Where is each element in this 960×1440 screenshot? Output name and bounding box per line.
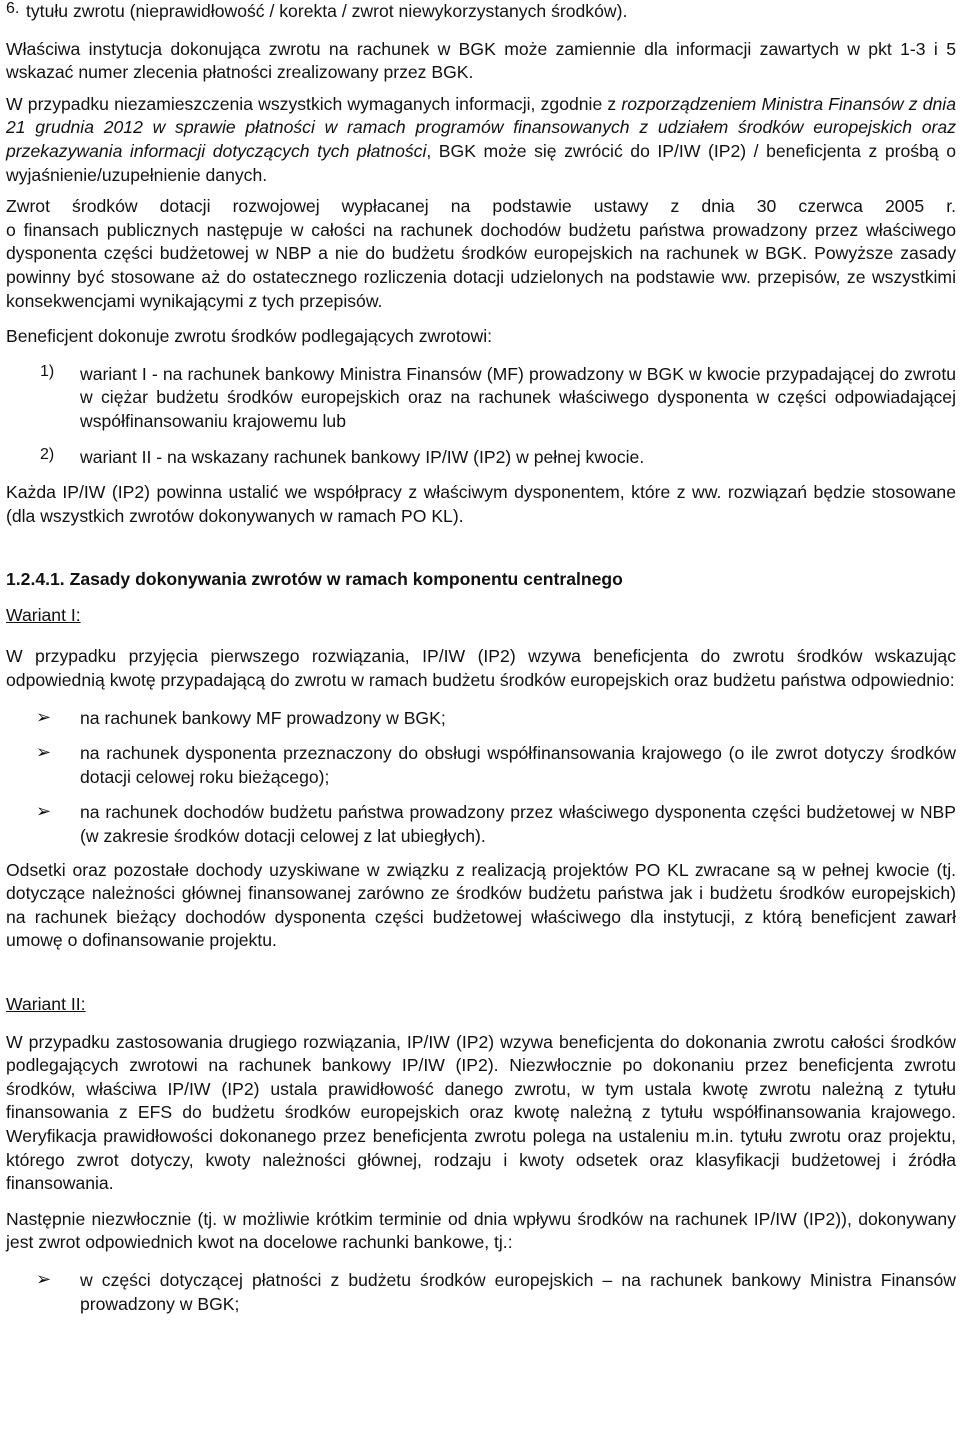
variant-2-intro: W przypadku zastosowania drugiego rozwiązania, IP/IW (IP2) wzywa beneficjenta do dokonania zwrotu całości środków podlegających zwrotowi na rachunek bankowy IP/IW (IP2). Niezwłocznie po dokonaniu przez beneficjenta zwrotu środków, właściwa IP/IW (IP2) ustala prawidłowość danego zwrotu, w tym ustala kwotę zwrotu należną z tytułu finansowania z EFS do budżetu środków europejskich oraz kwotę należną z tytułu współfinansowania krajowego. Weryfikacja prawidłowości dokonanego przez beneficjenta zwrotu polega na ustaleniu m.in. tytułu zwrotu oraz projektu, którego zwrot dotyczy, kwoty należności głównej, rodzaju i kwoty odsetek oraz klasyfikacji budżetowej i źródła finansowania. (6, 1031, 956, 1194)
list-item-number: 2) (40, 445, 55, 463)
list-item (6, 707, 956, 731)
variants-list (6, 363, 956, 469)
variant-1-title: Wariant I: (6, 604, 81, 625)
list-item-number: 1) (40, 362, 55, 380)
list-item-text: na rachunek dochodów budżetu państwa prowadzony przez właściwego dysponenta części budżetowej w NBP (w zakresie środków dotacji celowej z lat ubiegłych). (80, 802, 956, 847)
paragraph-text: o finansach publicznych następuje w całości na rachunek dochodów budżetu państwa prowadzony przez właściwego dysponenta części budżetowej w NBP a nie do budżetu środków europejskich na rachunek w BGK. Powyższe zasady powinny być stosowane aż do ostatecznego rozliczenia dotacji udzielonych na podstawie ww. przepisów, ze wszystkimi konsekwencjami wynikającymi z tych przepisów. (6, 219, 956, 311)
arrowhead-bullet-icon: ➢ (36, 1268, 52, 1289)
list-item-6 (6, 0, 956, 24)
paragraph-development-grant (6, 195, 956, 313)
arrowhead-bullet-icon: ➢ (36, 801, 52, 822)
list-item (6, 1269, 956, 1316)
list-item (6, 363, 956, 434)
document-page (6, 0, 956, 1316)
paragraph-each-institution: Każda IP/IW (IP2) powinna ustalić we współpracy z właściwym dysponentem, które z ww. rozwiązań będzie stosowane (dla wszystkich zwrotów dokonywanych w ramach PO KL). (6, 482, 956, 526)
list-item (6, 801, 956, 848)
arrowhead-bullet-icon: ➢ (36, 706, 52, 727)
paragraph-text: Zwrot środków dotacji rozwojowej wypłacanej na podstawie ustawy z dnia 30 czerwca 2005 r. (6, 196, 956, 217)
list-item (6, 742, 956, 789)
paragraph-interest: Odsetki oraz pozostałe dochody uzyskiwane w związku z realizacją projektów PO KL zwracane są w pełnej kwocie (tj. dotyczące należności głównej finansowanej zarówno ze środków budżetu państwa jak i budżetu środków europejskich) na rachunek bieżący dochodów dysponenta części budżetowej właściwego dla instytucji, z którą beneficjent zawarł umowę o dofinansowanie projektu. (6, 859, 956, 951)
list-item (6, 446, 956, 470)
list-item-text: wariant II - na wskazany rachunek bankowy IP/IW (IP2) w pełnej kwocie. (80, 446, 645, 467)
variant-1-intro: W przypadku przyjęcia pierwszego rozwiązania, IP/IW (IP2) wzywa beneficjenta do zwrotu środków wskazując odpowiednią kwotę przypadającą do zwrotu w ramach budżetu środków europejskich oraz budżetu państwa odpowiednio: (6, 646, 956, 691)
variant-1-bullets (6, 707, 956, 849)
list-item-text: tytułu zwrotu (nieprawidłowość / korekta / zwrot niewykorzystanych środków). (26, 1, 628, 21)
list-item-text: na rachunek dysponenta przeznaczony do obsługi współfinansowania krajowego (o ile zwrot dotyczy środków dotacji celowej roku bieżącego); (80, 743, 956, 787)
variant-2-bullets (6, 1269, 956, 1316)
paragraph-beneficiary: Beneficjent dokonuje zwrotu środków podlegających zwrotowi: (6, 326, 493, 347)
regulation-reference: rozporządzeniem Ministra Finansów z dnia 21 grudnia 2012 w sprawie płatności w ramach programów finansowanych z udziałem środków europejskich oraz przekazywania informacji dotyczących tych płatności (6, 93, 956, 161)
paragraph-text: , BGK może się zwrócić do IP/IW (IP2) / beneficjenta z prośbą o wyjaśnienie/uzupełnienie danych. (6, 140, 956, 185)
list-item-text: w części dotyczącej płatności z budżetu środków europejskich – na rachunek bankowy Ministra Finansów prowadzony w BGK; (80, 1269, 956, 1314)
arrowhead-bullet-icon: ➢ (36, 742, 52, 763)
paragraph-text: W przypadku niezamieszczenia wszystkich wymaganych informacji, zgodnie z (6, 93, 622, 114)
variant-2-title: Wariant II: (6, 994, 86, 1014)
list-item-text: wariant I - na rachunek bankowy Ministra Finansów (MF) prowadzony w BGK w kwocie przypadającej do zwrotu w ciężar budżetu środków europejskich oraz na rachunek właściwego dysponenta w części odpowiadającej współfinansowaniu krajowemu lub (80, 363, 956, 431)
paragraph-next: Następnie niezwłocznie (tj. w możliwie krótkim terminie od dnia wpływu środków na rachunek IP/IW (IP2)), dokonywany jest zwrot odpowiednich kwot na docelowe rachunki bankowe, tj.: (6, 1208, 956, 1253)
paragraph-bgk-order: Właściwa instytucja dokonująca zwrotu na rachunek w BGK może zamiennie dla informacji zawartych w pkt 1-3 i 5 wskazać numer zlecenia płatności zrealizowany przez BGK. (6, 38, 956, 83)
paragraph-missing-info (6, 93, 956, 187)
section-heading: 1.2.4.1. Zasady dokonywania zwrotów w ramach komponentu centralnego (6, 569, 623, 590)
list-item-text: na rachunek bankowy MF prowadzony w BGK; (80, 707, 446, 728)
list-item-number: 6. (6, 0, 20, 17)
